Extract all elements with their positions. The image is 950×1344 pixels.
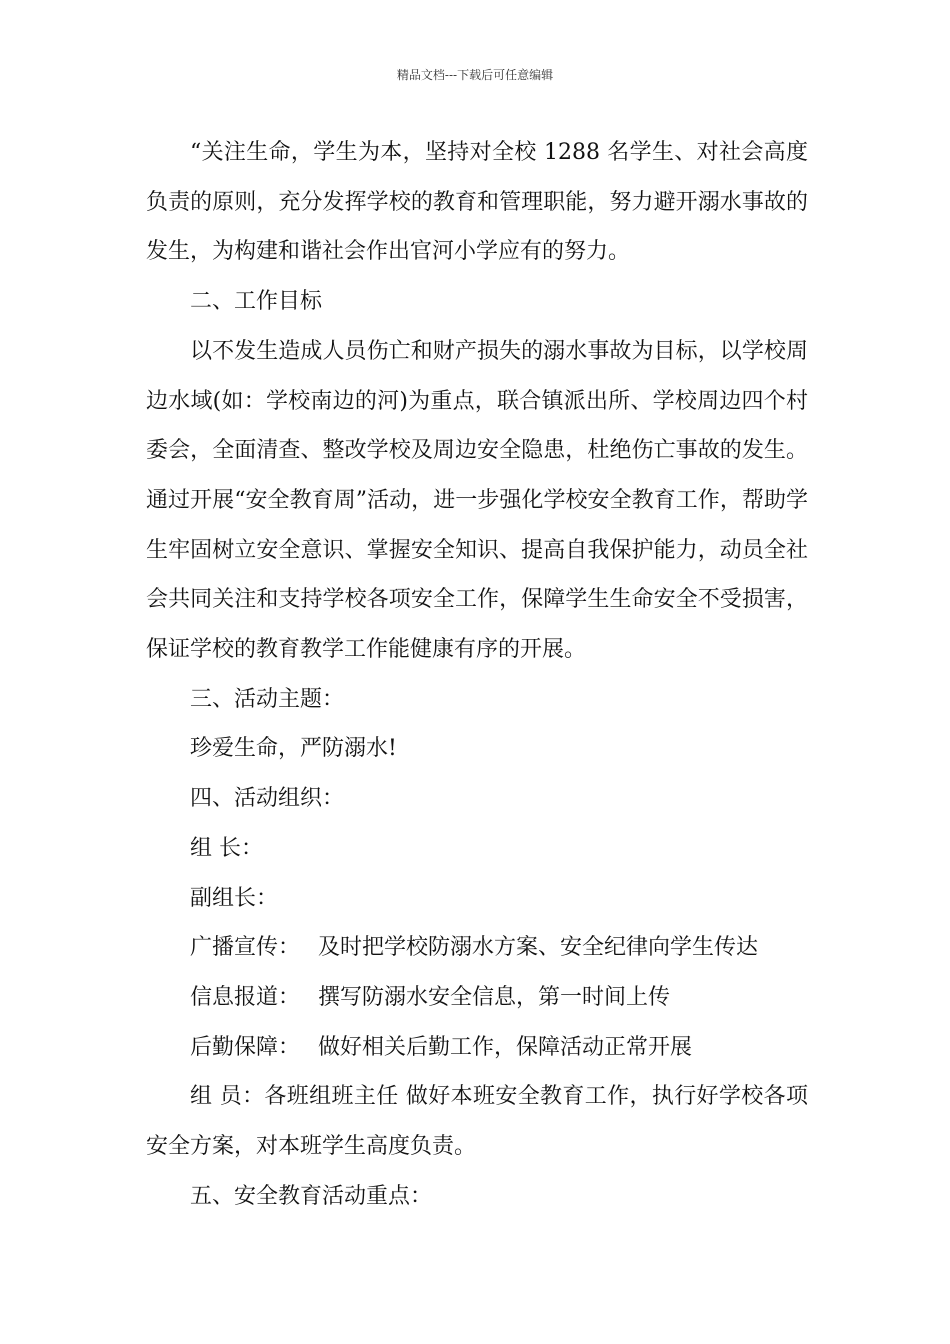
section-heading-organization: 四、活动组织： <box>190 786 345 812</box>
role-title: 信息报道： <box>190 984 301 1010</box>
section-heading-work-goals: 二、工作目标 <box>190 289 323 315</box>
role-duty: 及时把学校防溺水方案、安全纪律向学生传达 <box>318 935 759 961</box>
role-duty: 撰写防溺水安全信息，第一时间上传 <box>318 984 671 1010</box>
role-line-broadcast <box>146 923 808 973</box>
role-title: 后勤保障： <box>190 1034 301 1060</box>
section-heading-theme: 三、活动主题： <box>190 686 345 712</box>
page-header: 精品文档---下载后可任意编辑 <box>396 68 554 82</box>
role-duty: 做好相关后勤工作，保障活动正常开展 <box>318 1034 693 1060</box>
members-paragraph: 组 员：各班组班主任 做好本班安全教育工作，执行好学校各项安全方案，对本班学生高度负责。 <box>146 1084 808 1160</box>
leader-line: 组 长： <box>190 835 263 861</box>
theme-text: 珍爱生命，严防溺水! <box>190 736 397 762</box>
role-line-logistics <box>146 1023 808 1073</box>
section-heading-key-points: 五、安全教育活动重点： <box>190 1183 433 1209</box>
vice-leader-line: 副组长： <box>190 885 279 911</box>
intro-paragraph: “关注生命，学生为本，坚持对全校 1288 名学生、对社会高度负责的原则，充分发挥学校的教育和管理职能，努力避开溺水事故的发生，为构建和谐社会作出官河小学应有的努力。 <box>146 140 808 265</box>
work-goals-paragraph: 以不发生造成人员伤亡和财产损失的溺水事故为目标，以学校周边水域(如：学校南边的河)为重点，联合镇派出所、学校周边四个村委会，全面清查、整改学校及周边安全隐患，杜绝伤亡事故的发生。通过开展“安全教育周”活动，进一步强化学校安全教育工作，帮助学生牢固树立安全意识、掌握安全知识、提高自我保护能力，动员全社会共同关注和支持学校各项安全工作，保障学生生命安全不受损害，保证学校的教育教学工作能健康有序的开展。 <box>146 338 808 663</box>
role-line-reporting <box>146 973 808 1023</box>
role-title: 广播宣传： <box>190 935 301 961</box>
document-body <box>146 128 808 1221</box>
